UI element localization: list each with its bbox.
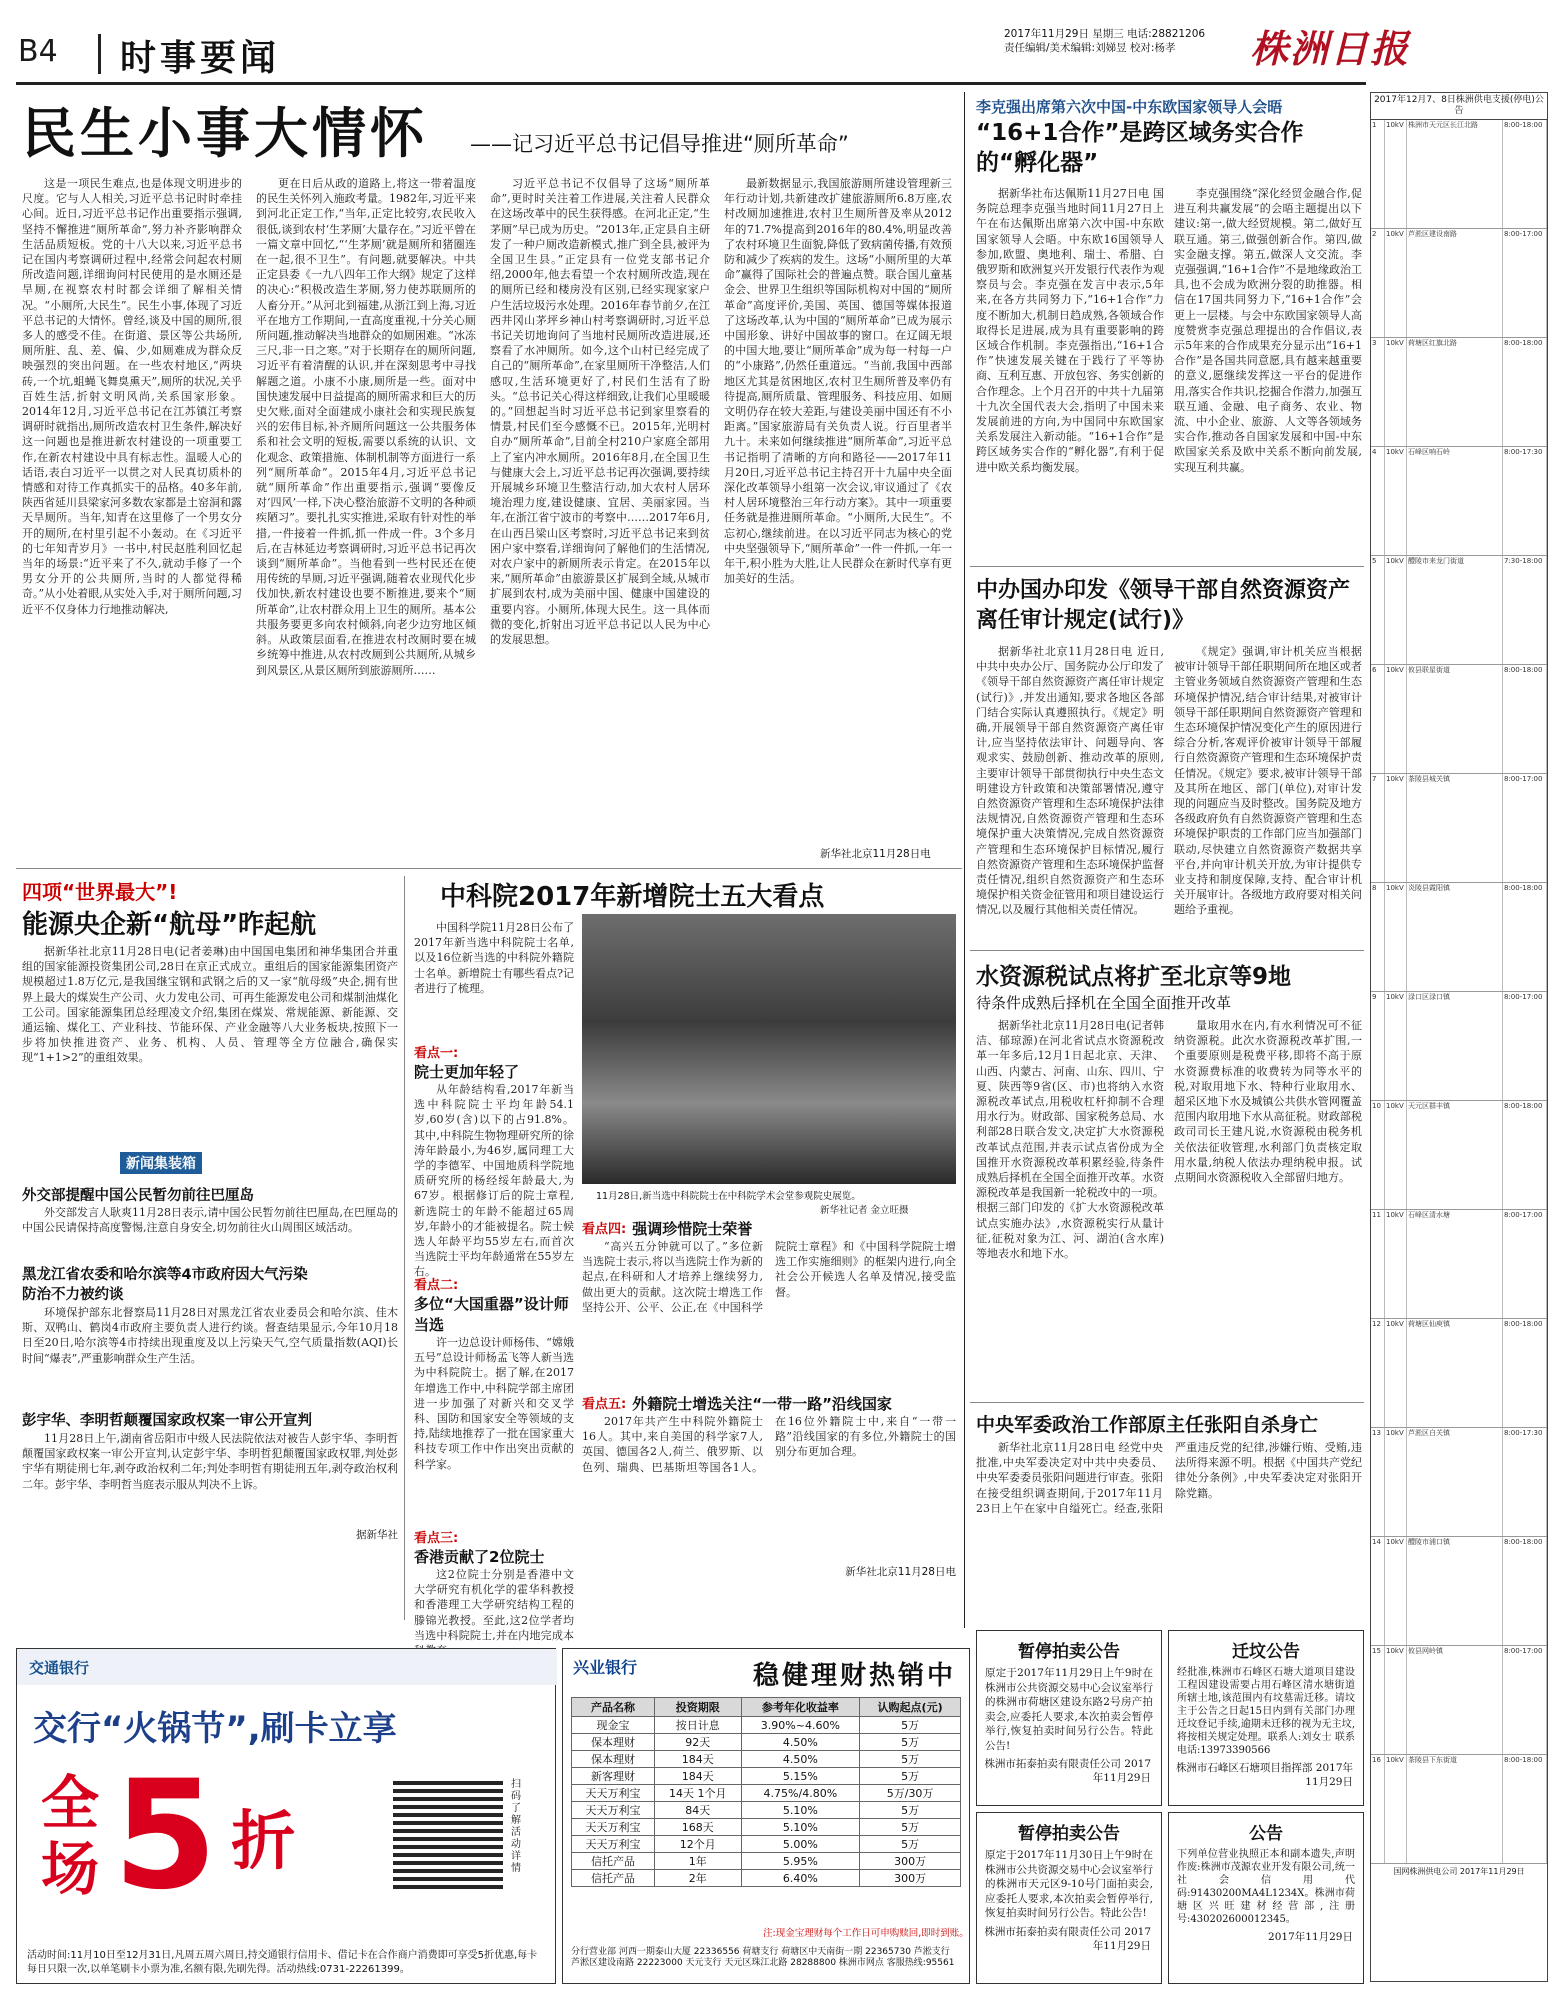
sidebar-cell: 8 [1371, 883, 1385, 991]
sidebar-cell: 8:00-17:30 [1503, 447, 1547, 555]
cell: 5万/30万 [860, 1785, 961, 1802]
cell: 3.90%~4.60% [741, 1717, 860, 1734]
cell: 12个月 [654, 1836, 741, 1853]
table-row [572, 1836, 961, 1853]
academicians-byline: 新华社北京11月28日电 [845, 1566, 956, 1578]
table-row [572, 1853, 961, 1870]
point-head-3: 香港贡献了2位院士 [414, 1548, 545, 1566]
sidebar-cell: 8:00-17:00 [1503, 1210, 1547, 1318]
qr-code-icon[interactable] [393, 1779, 503, 1889]
sidebar-row [1371, 556, 1547, 665]
bocom-ad-band [17, 1649, 557, 1685]
sidebar-cell: 10 [1371, 1101, 1385, 1209]
sidebar-cell: 8:00-18:00 [1503, 1101, 1547, 1209]
sidebar-cell: 10kV [1385, 338, 1407, 446]
bocom-headline: 交行“火锅节”,刷卡立享 [33, 1709, 397, 1749]
notice-auction-2 [976, 1812, 1162, 1984]
point-label-4: 看点四: [582, 1222, 627, 1237]
notice-4-body: 下列单位营业执照正本和副本遗失,声明作废:株洲市茂源农业开发有限公司,统一社会信用代码:91430200MA4L1234X。株洲市荷塘区兴旺建材经营部,注册号:430202600012345。 [1177, 1849, 1355, 1925]
sidebar-row [1371, 992, 1547, 1101]
table-row [572, 1717, 961, 1734]
cell: 天天万利宝 [572, 1819, 655, 1836]
audit-title: 中办国办印发《领导干部自然资源资产离任审计规定(试行)》 [976, 578, 1351, 633]
sidebar-title: 2017年12月7、8日株洲供电支援(停电)公告 [1371, 93, 1547, 120]
cell: 184天 [654, 1751, 741, 1768]
cell: 信托产品 [572, 1870, 655, 1887]
notice-1-title: 暂停拍卖公告 [1018, 1642, 1120, 1662]
point-5-head [582, 1393, 956, 1414]
sidebar-cell: 8:00-18:00 [1503, 883, 1547, 991]
li-column-1 [976, 186, 1164, 560]
cib-logo: 兴业银行 [573, 1658, 638, 1677]
brief-title-3: 彭宇华、李明哲颠覆国家政权案一审公开宣判 [22, 1413, 312, 1429]
cell: 5万 [860, 1802, 961, 1819]
brief-body-1 [22, 1205, 398, 1255]
sidebar-cell: 11 [1371, 1210, 1385, 1318]
sidebar-row [1371, 883, 1547, 992]
sidebar-row [1371, 1755, 1547, 1864]
th-yield: 参考年化收益率 [741, 1698, 860, 1717]
sidebar-row [1371, 120, 1547, 229]
lead-column-2 [256, 176, 476, 862]
sidebar-cell: 炎陵县霞阳镇 [1407, 883, 1503, 991]
table-row [572, 1785, 961, 1802]
sidebar-cell: 10kV [1385, 665, 1407, 773]
lead-column-4 [724, 176, 952, 840]
lead-column-3 [490, 176, 710, 856]
sidebar-row [1371, 665, 1547, 774]
th-min: 认购起点(元) [860, 1698, 961, 1717]
notice-4-sign: 2017年11月29日 [1268, 1931, 1353, 1943]
sidebar-cell: 13 [1371, 1428, 1385, 1536]
cell: 信托产品 [572, 1853, 655, 1870]
sidebar-cell: 芦淞区白关镇 [1407, 1428, 1503, 1536]
cib-branches: 分行营业部 河西一期泰山大厦 22336556 荷塘支行 荷塘区中天南街一期 22365730 芦淞支行 芦淞区建设南路 22223000 天元支行 天元区珠江北路 28288800 株洲市网点 客服热线:95561 [571, 1947, 955, 1968]
notice-grave [1168, 1630, 1364, 1806]
point-body-1-text: 从年龄结构看,2017年新当选中科院院士平均年龄54.1岁,60岁(含)以下的占91.8%。其中,中科院生物物理研究所的徐涛年龄最小,为46岁,属同理工大学的李德军、中国地质科学院地质研究所的杨经绥年龄最大,为67岁。根据修订后的院士章程,新选院士的年龄不能超过65周岁,年龄小的才能被提名。院士候选人年龄平均55岁左右,而首次当选院士平均年龄通常在55岁左右。 [414, 1083, 574, 1279]
sidebar-cell: 10kV [1385, 556, 1407, 664]
brief-body-2 [22, 1305, 398, 1401]
sidebar-cell: 天元区群丰镇 [1407, 1101, 1503, 1209]
li-column-2 [1174, 186, 1362, 560]
th-product: 产品名称 [572, 1698, 655, 1717]
point-4-head [582, 1218, 956, 1239]
editor-line: 责任编辑/美术编辑:刘娣昱 校对:杨孝 [1004, 42, 1176, 54]
sidebar-cell: 茶陵县城关镇 [1407, 774, 1503, 882]
point-body-4-text: “高兴五分钟就可以了。”多位新当选院士表示,将以当选院士作为新的起点,在科研和人才培养上继续努力,做出更大的贡献。这次院士增选工作坚持公开、公平、公正,在《中国科学院院士章程》和《中国科学院院士增选工作实施细则》的框架内进行,向全社会公开候选人名单及情况,接受监督。 [582, 1240, 956, 1314]
cell: 84天 [654, 1802, 741, 1819]
bocom-big-number: 5 [113, 1749, 218, 1923]
sidebar-cell: 攸县联星街道 [1407, 665, 1503, 773]
briefs-byline: 据新华社 [356, 1529, 398, 1541]
sidebar-cell: 3 [1371, 338, 1385, 446]
notice-auction-1 [976, 1630, 1162, 1806]
bocom-logo: 交通银行 [29, 1659, 90, 1677]
sidebar-row [1371, 1319, 1547, 1428]
table-row [572, 1734, 961, 1751]
lead-subtitle: ——记习近平总书记倡导推进“厕所革命” [470, 132, 849, 156]
sidebar-cell: 6 [1371, 665, 1385, 773]
divider-li [970, 566, 1364, 567]
point-body-2 [414, 1335, 574, 1523]
cell: 5万 [860, 1751, 961, 1768]
water-column-1 [976, 1018, 1164, 1398]
sidebar-row [1371, 1537, 1547, 1646]
sidebar-cell: 10kV [1385, 1755, 1407, 1863]
point-label-1: 看点一: [414, 1046, 459, 1061]
qr-label: 扫码了解活动详情 [511, 1779, 521, 1874]
sidebar-cell: 8:00-18:00 [1503, 665, 1547, 773]
cell: 4.50% [741, 1751, 860, 1768]
li-col1-text: 据新华社布达佩斯11月27日电 国务院总理李克强当地时间11月27日上午在布达佩斯出席第六次中国-中东欧国家领导人会晤。中东欧16国领导人参加,欧盟、奥地利、瑞士、希腊、白俄罗斯和欧洲复兴开发银行代表作为观察员与会。李克强在发言中表示,5年来,在各方共同努力下,“16+1合作”力度不断加大,机制日趋成熟,各领域合作取得长足进展,成为具有重要影响的跨区域合作机制。李克强指出,“16+1合作”快速发展关键在于践行了平等协商、互利互惠、开放包容、务实创新的合作理念。上个月召开的中共十九届第十九次全国代表大会,指明了中国未来发展前进的方向,为中国同中东欧国家关系发展注入新动能。“16+1合作”是跨区域务实合作的“孵化器”,有利于促进中欧关系均衡发展。 [976, 187, 1164, 474]
sidebar-cell: 醴陵市浦口镇 [1407, 1537, 1503, 1645]
brief-body-2-text: 环境保护部东北督察局11月28日对黑龙江省农业委员会和哈尔滨、佳木斯、双鸭山、鹤岗4市政府主要负责人进行约谈。督查结果显示,今年10月18日至20日,哈尔滨等4市持续出现重度及以上污染天气,空气质量指数(AQI)长时间“爆表”,严重影响群众生产生活。 [22, 1306, 398, 1365]
cell: 5万 [860, 1717, 961, 1734]
bocom-discount-row [41, 1749, 296, 1923]
cell: 1年 [654, 1853, 741, 1870]
cell: 4.50% [741, 1734, 860, 1751]
zhang-title: 中央军委政治工作部原主任张阳自杀身亡 [976, 1414, 1319, 1436]
cell: 2年 [654, 1870, 741, 1887]
divider-water [970, 1402, 1364, 1403]
point-body-4 [582, 1239, 956, 1389]
cell: 5.95% [741, 1853, 860, 1870]
sidebar-row [1371, 1101, 1547, 1210]
zhang-body-text: 新华社北京11月28日电 经党中央批准,中央军委决定对中共中央委员、中央军委委员张阳问题进行审查。张阳在接受组织调查期间,于2017年11月23日上午在家中自缢死亡。经查,张阳严重违反党的纪律,涉嫌行贿、受贿,违法所得来源不明。根据《中国共产党纪律处分条例》,中央军委决定对张阳开除党籍。 [976, 1441, 1362, 1515]
sidebar-cell: 7:30-18:00 [1503, 556, 1547, 664]
table-row [572, 1802, 961, 1819]
water-title: 水资源税试点将扩至北京等9地 [976, 964, 1292, 990]
lead-col1-text: 这是一项民生难点,也是体现文明进步的尺度。它与人人相关,习近平总书记时时牵挂心间。近日,习近平总书记作出重要指示强调,坚持不懈推进“厕所革命”,努力补齐影响群众生活品质短板。党的十八大以来,习近平总书记在国内考察调研过程中,经常会问起农村厕所改造问题,详细询问村民使用的是水厕还是旱厕,在视察农村时都会详细了解相关情况。“小厕所,大民生”。民生小事,体现了习近平总书记的大情怀。曾经,谈及中国的厕所,很多人的感受不佳。在街道、景区等公共场所,厕所脏、乱、差、偏、少,如厕难成为群众反映强烈的突出问题。在一些农村地区,“两块砖,一个坑,蛆蝇飞舞臭熏天”,厕所的状况,关乎百姓生活,折射文明风尚,关系国家形象。2014年12月,习近平总书记在江苏镇江考察调研时就指出,厕所改造农村卫生条件,解决好这一问题也是推进新农村建设的一项重要工作,在新农村建设中具有标志性。温暖人心的话语,表白习近平一以贯之对人民真切质朴的情感和对待工作真抓实干的品格。40多年前,陕西省延川县梁家河多数农家都是土窑洞和露天旱厕所。当年,知青在这里修了一个男女分开的厕所,在村里引起不小轰动。在《习近平的七年知青岁月》一书中,村民赵胜利回忆起当年的场景:“近平来了不久,就动手修了一个男女分开的公共厕所,当时的人都觉得稀奇。”从小处着眼,从实处入手,对于厕所问题,习近平不仅身体力行地推动解决, [22, 177, 242, 616]
page-number: B4 [18, 34, 58, 69]
energy-title: 能源央企新“航母”昨起航 [22, 910, 317, 940]
cell: 现金宝 [572, 1717, 655, 1734]
column-divider [964, 92, 965, 1628]
audit-column-1 [976, 644, 1164, 944]
power-outage-sidebar [1370, 92, 1548, 1982]
notice-2-sign: 株洲市石峰区石塘项目指挥部 2017年11月29日 [1175, 1762, 1353, 1788]
cell: 4.75%/4.80% [741, 1785, 860, 1802]
sidebar-cell: 10kV [1385, 1646, 1407, 1754]
sidebar-row [1371, 447, 1547, 556]
notice-1-sign: 株洲市拓泰拍卖有限责任公司 2017年11月29日 [984, 1758, 1151, 1784]
sidebar-cell: 10kV [1385, 447, 1407, 555]
audit-column-2 [1174, 644, 1362, 944]
bocom-discount [41, 1749, 296, 1923]
sidebar-row [1371, 1646, 1547, 1755]
bocom-big-zhe: 折 [231, 1805, 296, 1879]
photo-caption: 11月28日,新当选中科院院士在中科院学术会堂参观院史展览。 [596, 1191, 861, 1202]
sidebar-cell: 10kV [1385, 1210, 1407, 1318]
sidebar-cell: 8:00-18:00 [1503, 338, 1547, 446]
date-line: 2017年11月29日 星期三 电话:28821206 [1004, 28, 1206, 40]
audit-col1-text: 据新华社北京11月28日电 近日,中共中央办公厅、国务院办公厅印发了《领导干部自然资源资产离任审计规定(试行)》,并发出通知,要求各地区各部门结合实际认真遵照执行。《规定》明确,开展领导干部自然资源资产离任审计,应当坚持依法审计、问题导向、客观求实、鼓励创新、推动改革的原则,主要审计领导干部贯彻执行中央生态文明建设方针政策和决策部署情况,遵守自然资源资产管理和生态环境保护法律法规情况,自然资源资产管理和生态环境保护重大决策情况,完成自然资源资产管理和生态环境保护目标情况,履行自然资源资产管理和生态环境保护监督责任情况,组织自然资源资产和生态环境保护相关资金征管用和项目建设运行情况,以及履行其他相关责任情况。 [976, 645, 1164, 917]
sidebar-cell: 石峰区清水塘 [1407, 1210, 1503, 1318]
sidebar-cell: 7 [1371, 774, 1385, 882]
point-body-3-text: 这2位院士分别是香港中文大学研究有机化学的霍华科教授和香港理工大学研究结构工程的滕锦光教授。至此,这2位学者均当选中科院院士,并在内地完成本 [414, 1568, 574, 1642]
sidebar-row [1371, 338, 1547, 447]
sidebar-cell: 荷塘区红旗北路 [1407, 338, 1503, 446]
lead-column-1 [22, 176, 242, 862]
sidebar-cell: 8:00-18:00 [1503, 1319, 1547, 1427]
sidebar-cell: 1 [1371, 120, 1385, 228]
sidebar-rows [1371, 120, 1547, 1864]
sidebar-cell: 2 [1371, 229, 1385, 337]
cell: 5.10% [741, 1802, 860, 1819]
photo-credit: 新华社记者 金立旺摄 [820, 1205, 909, 1216]
brief-body-3-text: 11月28日上午,湖南省岳阳市中级人民法院依法对被告人彭宇华、李明哲颠覆国家政权案一审公开宣判,认定彭宇华、李明哲犯颠覆国家政权罪,判处彭宇华有期徒刑七年,剥夺政治权利二年;判处李明哲有期徒刑五年,剥夺政治权利二年。彭宇华、李明哲当庭表示服从判决不上诉。 [22, 1432, 398, 1491]
cib-note: 注:现金宝理财每个工作日可申购赎回,即时到账。 [763, 1928, 969, 1939]
sidebar-row [1371, 1210, 1547, 1319]
sidebar-cell: 10kV [1385, 120, 1407, 228]
cell [654, 1785, 741, 1802]
cell: 按日计息 [654, 1717, 741, 1734]
table-row [572, 1819, 961, 1836]
cib-ad [562, 1648, 970, 1984]
column-divider-2 [404, 876, 405, 1620]
section-divider [16, 868, 962, 869]
academicians-title: 中科院2017年新增院士五大看点 [440, 882, 825, 912]
sidebar-cell: 8:00-18:00 [1503, 1755, 1547, 1863]
academicians-photo [582, 914, 956, 1184]
cell: 天天万利宝 [572, 1802, 655, 1819]
cell: 保本理财 [572, 1751, 655, 1768]
water-column-2 [1174, 1018, 1362, 1398]
point-label-2: 看点二: [414, 1278, 459, 1293]
cell: 5.15% [741, 1768, 860, 1785]
sidebar-cell: 10kV [1385, 1101, 1407, 1209]
sidebar-row [1371, 774, 1547, 883]
sidebar-cell: 14 [1371, 1537, 1385, 1645]
sidebar-cell: 15 [1371, 1646, 1385, 1754]
bocom-discount-left [41, 1770, 99, 1902]
point-head-4: 强调珍惜院士荣誉 [632, 1220, 753, 1238]
sidebar-cell: 10kV [1385, 883, 1407, 991]
sidebar-cell: 16 [1371, 1755, 1385, 1863]
sidebar-row [1371, 1428, 1547, 1537]
point-body-1 [414, 1082, 574, 1279]
academicians-points-4-5 [582, 1218, 956, 1620]
academicians-intro [414, 920, 574, 1040]
notice-lost [1168, 1812, 1364, 1984]
table-row [572, 1768, 961, 1785]
header-rule [16, 82, 1366, 85]
point-label-5: 看点五: [582, 1397, 627, 1412]
section-title: 时事要闻 [120, 38, 281, 79]
sidebar-cell: 攸县网岭镇 [1407, 1646, 1503, 1754]
sidebar-cell: 茶陵县下东街道 [1407, 1755, 1503, 1863]
cell: 168天 [654, 1819, 741, 1836]
lead-byline: 新华社北京11月28日电 [820, 848, 931, 860]
brief-body-3 [22, 1431, 398, 1527]
energy-body [22, 944, 398, 1144]
sidebar-cell: 10kV [1385, 774, 1407, 882]
lead-title: 民生小事大情怀 [22, 102, 428, 165]
notice-3-body: 原定于2017年11月30日上午9时在株洲市公共资源交易中心会议室举行的株洲市天元区9-10号门面拍卖会,应委托人要求,本次拍卖会暂停举行,恢复拍卖时间另行公告。特此公告! [985, 1849, 1153, 1919]
zhang-body [976, 1440, 1362, 1618]
cell: 184天 [654, 1768, 741, 1785]
cell: 天天万利宝 [572, 1836, 655, 1853]
brief-body-1-text: 外交部发言人耿爽11月28日表示,请中国公民暂勿前往巴厘岛,在巴厘岛的中国公民请保持高度警惕,注意自身安全,切勿前往火山周围区域活动。 [22, 1206, 398, 1235]
briefs-tag [120, 1152, 202, 1174]
lead-col3-text: 习近平总书记不仅倡导了这场“厕所革命”,更时时关注着工作进展,关注着人民群众在这场改革中的民生获得感。在河北正定,“生茅厕”早已成为历史。“2013年,正定县自主研发了一种户厕改造新模式,推广到全县,被评为全国卫生县。”正定县有一位党支部书记介绍,2000年,他去看望一个农村厕所改造,现在的厕所已经和楼房没有区别,已经实现家家户户生活垃圾污水处理。2016年春节前夕,在江西井冈山茅坪乡神山村考察调研时,习近平总书记关切地询问了当地村民厕所改造进展,还察看了水冲厕所。如今,这个山村已经完成了自己的“厕所革命”,在家里厕所干净整洁,人们感叹,生活环境更好了,村民们生活有了盼头。“总书记关心得这样细致,让我们心里暖暖的。”回想起当时习近平总书记到家里察看的情景,村民们至今感慨不已。2015年,光明村自办“厕所革命”,目前全村210户家庭全部用上了室内冲水厕所。2016年8月,在全国卫生与健康大会上,习近平总书记再次强调,要持续开展城乡环境卫生整洁行动,加大农村人居环境治理力度,建设健康、宜居、美丽家园。当年,在浙江省宁波市的考察中……2017年6月,在山西吕梁山区考察时,习近平总书记来到贫困户家中察看,详细询问了解他们的生活情况,对农户家中的新厕所表示肯定。在2015年以来,“厕所革命”由旅游景区扩展到全域,从城市扩展到农村,成为美丽中国、健康中国建设的重要内容。小厕所,体现大民生。这一具体而微的变化,折射出习近平总书记以人民为中心的发展思想。 [490, 177, 710, 647]
briefs-tag-label: 新闻集装箱 [120, 1152, 202, 1174]
sidebar-cell: 8:00-17:00 [1503, 992, 1547, 1100]
cell-term-b: 1个月 [697, 1787, 727, 1800]
notice-3-title: 暂停拍卖公告 [1018, 1824, 1120, 1844]
bocom-big-1: 全 [41, 1769, 100, 1837]
bocom-footer: 活动时间:11月10日至12月31日,凡周五周六周日,持交通银行信用卡、借记卡在合作商户消费即可享受5折优惠,每卡每日只限一次,以单笔刷卡小票为准,名额有限,先刷先得。活动热线:0731-22261399。 [27, 1950, 538, 1975]
lead-col4-text: 最新数据显示,我国旅游厕所建设管理新三年行动计划,共新建改扩建旅游厕所6.8万座,农村改厕加速推进,农村卫生厕所普及率从2012年的71.7%提高到2016年的80.4%,明显改善了农村环境卫生面貌,降低了致病菌传播,有效预防和减少了疾病的发生。这场“小厕所里的大革命”赢得了国际社会的普遍点赞。联合国儿童基金会、世界卫生组织等国际机构对中国的“厕所革命”高度评价,美国、英国、德国等媒体报道了这场改革,认为中国的“厕所革命”已成为展示中国形象、讲好中国故事的窗口。在辽阔无垠的中国大地,要让“厕所革命”成为每一村每一户的“小康路”,仍然任重道远。“当前,我国中西部地区尤其是贫困地区,农村卫生厕所普及率仍有待提高,厕所质量、管理服务、科技应用、如厕文明仍存在较大差距,与建设美丽中国还有不小距离。”国家旅游局有关负责人说。行百里者半九十。未来如何继续推进“厕所革命”,习近平总书记指明了清晰的方向和路径——2017年11月20日,习近平总书记主持召开十九届中央全面深化改革领导小组第一次会议,审议通过了《农村人居环境整治三年行动方案》。其中一项重要任务就是推进厕所革命。“小厕所,大民生”。不忘初心,继续前进。在以习近平同志为核心的党中央坚强领导下,“厕所革命”一件一件抓,一年一年干,积小胜为大胜,让人民群众在新时代享有更加美好的生活。 [724, 177, 952, 586]
sidebar-cell: 9 [1371, 992, 1385, 1100]
sidebar-footer: 国网株洲供电公司 2017年11月29日 [1393, 1867, 1525, 1876]
point-head-5: 外籍院士增选关注“一带一路”沿线国家 [632, 1395, 892, 1413]
notice-4-title: 公告 [1249, 1824, 1283, 1844]
cell-term-a: 14天 [668, 1787, 694, 1800]
sidebar-cell: 10kV [1385, 229, 1407, 337]
academicians-intro-text: 中国科学院11月28日公布了2017年新当选中科院院士名单,以及16位新当选的中科院外籍院士名单。新增院士有哪些看点?记者进行了梳理。 [414, 921, 574, 995]
products-table [571, 1697, 961, 1887]
academicians-points-1-3 [414, 1042, 574, 1642]
energy-kicker: 四项“世界最大”! [22, 880, 178, 904]
brief-title-2: 黑龙江省农委和哈尔滨等4市政府因大气污染防治不力被约谈 [22, 1267, 308, 1303]
bocom-big-2: 场 [41, 1835, 100, 1903]
sidebar-cell: 5 [1371, 556, 1385, 664]
water-subtitle: 待条件成熟后择机在全国全面推开改革 [976, 994, 1232, 1012]
sidebar-cell: 4 [1371, 447, 1385, 555]
sidebar-cell: 8:00-18:00 [1503, 1537, 1547, 1645]
notice-1-body: 原定于2017年11月29日上午9时在株洲市公共资源交易中心会议室举行的株洲市荷塘区建设东路2号房产拍卖会,应委托人要求,本次拍卖会暂停举行,恢复拍卖时间另行公告。特此公告! [985, 1667, 1153, 1752]
sidebar-cell: 8:00-17:00 [1503, 1646, 1547, 1754]
cell: 300万 [860, 1853, 961, 1870]
sidebar-row [1371, 229, 1547, 338]
sidebar-cell: 12 [1371, 1319, 1385, 1427]
water-col1-text: 据新华社北京11月28日电(记者韩洁、郁琼源)在河北省试点水资源税改革一年多后,12月1日起北京、天津、山西、内蒙古、河南、山东、四川、宁夏、陕西等9省(区、市)也将纳入水资源税改革试点,用税收杠杆抑制不合理用水行为。财政部、国家税务总局、水利部28日联合发文,决定扩大水资源税改革试点范围,并表示试点省份成为全国推开水资源税改革积累经验,待条件成熟后择机在全国全面推开改革。水资源税改革是我国新一轮税改中的一项。根据三部门印发的《扩大水资源税改革试点实施办法》,水资源税实行从量计征,征税对象为江、河、湖泊(含水库)等地表水和地下水。 [976, 1019, 1164, 1261]
cell: 300万 [860, 1870, 961, 1887]
energy-body-text: 据新华社北京11月28日电(记者姜琳)由中国国电集团和神华集团合并重组的国家能源投资集团公司,28日在京正式成立。重组后的国家能源集团资产规模超过1.8万亿元,是我国继宝钢和武钢之后的又一家“航母级”央企,拥有世界上最大的煤炭生产公司、火力发电公司、可再生能源发电公司和煤制油煤化工公司。国家能源集团总经理凌文介绍,集团在煤炭、常规能源、新能源、交通运输、煤化工、产业科技、节能环保、产业金融等八大业务板块,按照下一步将加快推进资产、业务、机构、人员、管理等全方位融合,确保实现“1+1>2”的重组效果。 [22, 945, 398, 1065]
cell: 5.10% [741, 1819, 860, 1836]
sidebar-cell: 株洲市天元区长江北路 [1407, 120, 1503, 228]
table-row [572, 1870, 961, 1887]
sidebar-cell: 10kV [1385, 1319, 1407, 1427]
point-body-2-text: 许一边总设计师杨伟、“嫦娥五号”总设计师杨孟飞等人新当选为中科院院士。据了解,在2017年增选工作中,中科院学部主席团进一步加强了对新兴和交叉学科、国防和国家安全等领域的支持,陆续地推荐了一批在国家重大科技专项工作中作出突出贡献的科学家。 [414, 1336, 574, 1471]
cell: 新客理财 [572, 1768, 655, 1785]
point-body-5-text: 2017年共产生中科院外籍院士16人。其中,来自美国的科学家7人,英国、德国各2人,荷兰、俄罗斯、以色列、瑞典、巴基斯坦等国各1人。在16位外籍院士中,来自“一带一路”沿线国家的有多位,外籍院士的国别分布更加合理。 [582, 1415, 956, 1474]
th-term: 投资期限 [654, 1698, 741, 1717]
products-table-header [572, 1698, 961, 1717]
cell: 天天万利宝 [572, 1785, 655, 1802]
sidebar-cell: 8:00-17:00 [1503, 774, 1547, 882]
sidebar-cell: 8:00-18:00 [1503, 120, 1547, 228]
header-divider [98, 34, 101, 74]
cell: 5万 [860, 1836, 961, 1853]
table-row [572, 1751, 961, 1768]
cell: 92天 [654, 1734, 741, 1751]
sidebar-cell: 渌口区渌口镇 [1407, 992, 1503, 1100]
audit-col2-text: 《规定》强调,审计机关应当根据被审计领导干部任职期间所在地区或者主管业务领域自然资源资产管理和生态环境保护情况,结合审计结果,对被审计领导干部任职期间自然资源资产管理和生态环境保护情况变化产生的原因进行综合分析,客观评价被审计领导干部履行自然资源资产管理和生态环境保护责任情况。《规定》要求,被审计领导干部及其所在地区、部门(单位),对审计发现的问题应当及时整改。国务院及地方各级政府负有自然资源资产管理和生态环境保护职责的工作部门应当加强部门联动,尽快建立自然资源资产数据共享平台,并向审计机关开放,为审计提供专业支持和制度保障,支持、配合审计机关开展审计。各级地方政府要对相关问题给予重视。 [1174, 645, 1362, 917]
point-body-5 [582, 1414, 956, 1564]
masthead-logo: 株洲日报 [1250, 26, 1411, 71]
lead-col2-text: 更在日后从政的道路上,将这一带着温度的民生关怀列入施政考量。1982年,习近平来到河北正定工作,“当年,正定比较穷,农民收入很低,谈到农村‘生茅厕’大量存在。”习近平曾在一篇文章中回忆,“‘生茅厕’就是厕所和猪圈连在一起,很不卫生”。有问题,就要解决。中共正定县委《一九八四年工作大纲》规定了这样的决心:“积极改造生茅厕,努力使苏联厕所的人畜分开。”从河北到福建,从浙江到上海,习近平在地方工作期间,一直高度重视,十分关心厕所问题,推动解决当地群众的如厕困难。“冰冻三尺,非一日之寒。”对于长期存在的厕所问题,习近平有着清醒的认识,并在深刻思考中寻找解题之道。小康不小康,厕所是一些。面对中国快速发展中日益提高的厕所需求和巨大的历史欠账,面对全面建成小康社会和实现民族复兴的宏伟目标,补齐厕所问题这一公共服务体系和社会文明的短板,需要以系统的认识、文化观念、政策措施、体制机制等方面进行一系列“厕所革命”。2015年4月,习近平总书记就“厕所革命”作出重要指示,强调“要像反对‘四风’一样,下决心整治旅游不文明的各种顽疾陋习”。要扎扎实实推进,采取有针对性的举措,一件接着一件抓,抓一件成一件。3个多月后,在吉林延边考察调研时,习近平总书记再次谈到“厕所革命”。当他看到一些村民还在使用传统的旱厕,习近平强调,随着农业现代化步伐加快,新农村建设也要不断推进,要来个“厕所革命”,让农村群众用上卫生的厕所。基本公共服务要更多向农村倾斜,向老少边穷地区倾斜。从政策层面看,在推进农村改厕时要在城乡统筹中推进,从农村改厕到公共厕所,从城乡到风景区,从景区厕所到旅游厕所…… [256, 177, 476, 677]
point-label-3: 看点三: [414, 1531, 459, 1546]
notice-3-sign: 株洲市拓泰拍卖有限责任公司 2017年11月29日 [984, 1925, 1151, 1952]
li-subtitle: “16+1合作”是跨区域务实合作的“孵化器” [976, 120, 1304, 176]
sidebar-cell: 芦淞区建设南路 [1407, 229, 1503, 337]
notice-2-title: 迁坟公告 [1232, 1642, 1300, 1662]
sidebar-cell: 8:00-17:00 [1503, 229, 1547, 337]
sidebar-cell: 10kV [1385, 1537, 1407, 1645]
notice-2-body: 经批准,株洲市石峰区石塘大道项目建设工程因建设需要占用石峰区清水塘街道所辖土地,该范围内有坟墓需迁移。请坟主于公告之日起15日内到有关部门办理迁坟登记手续,逾期未迁移的视为无主坟,将按相关规定处理。联系人:刘女士 联系电话:13973390566 [1177, 1667, 1355, 1756]
li-title: 李克强出席第六次中国-中东欧国家领导人会晤 [976, 98, 1283, 116]
cell: 5万 [860, 1734, 961, 1751]
cib-headline: 稳健理财热销中 [753, 1661, 957, 1691]
sidebar-cell: 10kV [1385, 992, 1407, 1100]
sidebar-cell: 10kV [1385, 1428, 1407, 1536]
bocom-ad [16, 1648, 556, 1984]
point-body-3 [414, 1567, 574, 1647]
point-head-2: 多位“大国重器”设计师当选 [414, 1295, 569, 1334]
point-head-1: 院士更加年轻了 [414, 1063, 520, 1081]
cell: 5万 [860, 1819, 961, 1836]
sidebar-cell: 荷塘区仙庾镇 [1407, 1319, 1503, 1427]
brief-title-1: 外交部提醒中国公民暂勿前往巴厘岛 [22, 1188, 254, 1204]
cell: 5万 [860, 1768, 961, 1785]
li-col2-text: 李克强围绕“深化经贸金融合作,促进互利共赢发展”的会晤主题提出以下建议:第一,做大经贸规模。第二,做好互联互通。第三,做强创新合作。第四,做实金融支撑。第五,做深人文交流。李克强强调,“16+1合作”不是地缘政治工具,也不会成为欧洲分裂的助推器。相信在17国共同努力下,“16+1合作”会更上一层楼。与会中东欧国家领导人高度赞赏李克强总理提出的合作倡议,表示5年来的合作成果充分显示出“16+1合作”是各国共同意愿,具有越来越重要的意义,愿继续发挥这一平台的促进作用,落实合作共识,挖掘合作潜力,加强互联互通、金融、电子商务、农业、物流、中小企业、旅游、人文等各领域务实合作,推动各自国家发展和中国-中东欧国家关系及欧中关系不断向前发展,实现互利共赢。 [1174, 187, 1362, 474]
sidebar-cell: 醴陵市来龙门街道 [1407, 556, 1503, 664]
water-col2-text: 量取用水在内,有水利情况可不征纳资源税。此次水资源税改革扩围,一个重要原则是税费平移,即将不高于原水资源费标准的收费转为同等水平的税,对取用地下水、特种行业取用水、超采区地下水及城镇公共供水管网覆盖范围内取用地下水从高征税。财政部税政司司长王建凡说,水资源税由税务机关依法征收管理,水利部门负责核定取用水量,纳税人依法办理纳税申报。试点期间水资源税收入全部留归地方。 [1174, 1019, 1362, 1185]
briefs-box [22, 1180, 398, 1620]
divider-audit [970, 950, 1364, 951]
sidebar-cell: 石峰区响石岭 [1407, 447, 1503, 555]
cell: 保本理财 [572, 1734, 655, 1751]
sidebar-cell: 8:00-17:30 [1503, 1428, 1547, 1536]
cell: 6.40% [741, 1870, 860, 1887]
cell: 5.00% [741, 1836, 860, 1853]
